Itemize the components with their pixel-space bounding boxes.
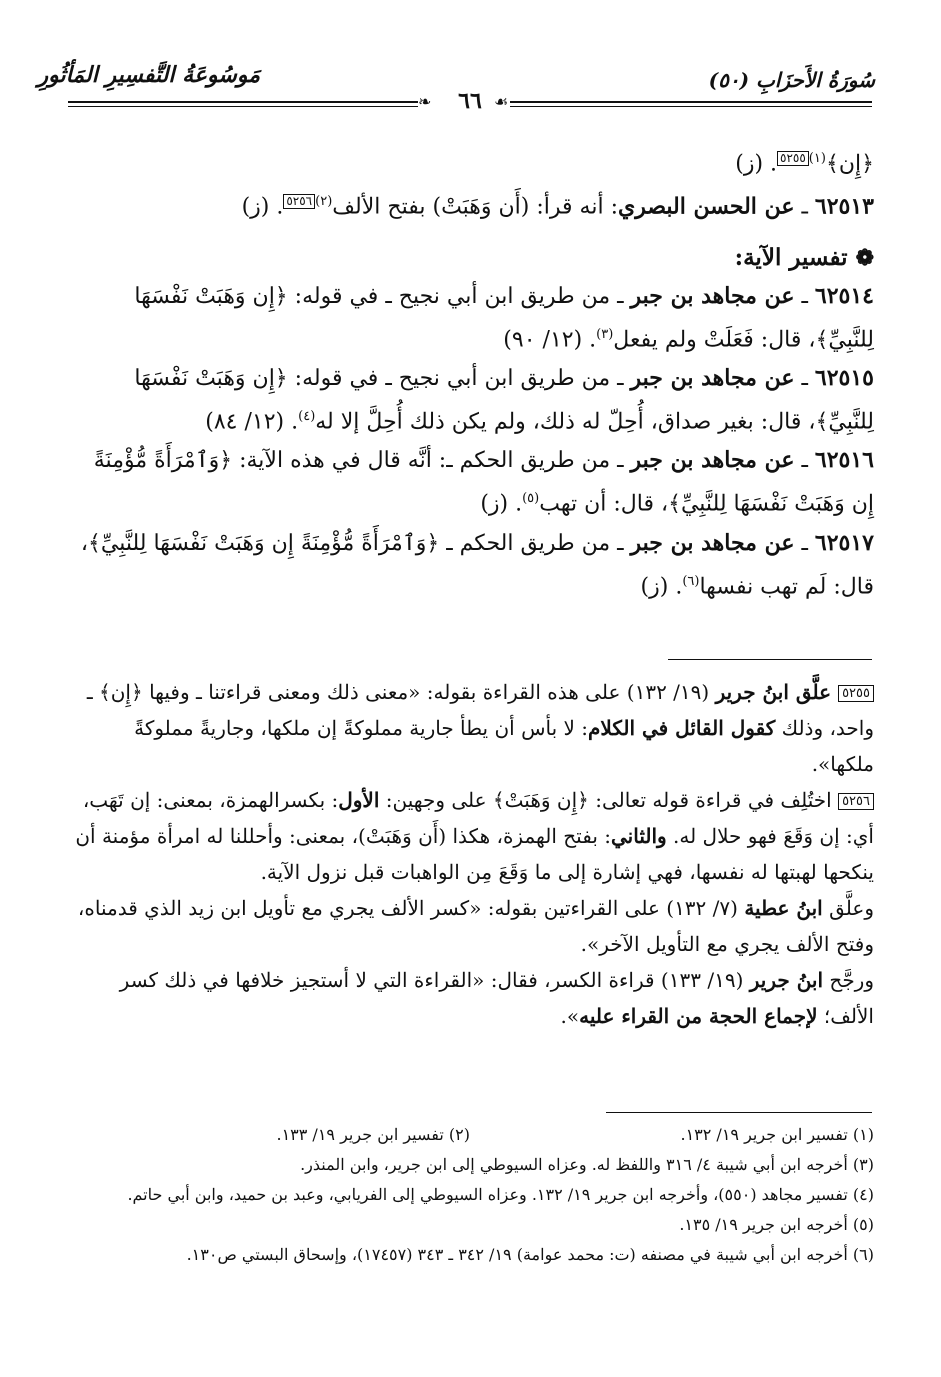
footnote-row <box>66 1120 874 1150</box>
ornament-icon: ❧ <box>418 92 432 111</box>
header-rule <box>510 106 872 107</box>
surah-title: سُورَةُ الأَحزَابِ (٥٠) <box>708 68 875 92</box>
flower-icon: ❁ <box>855 244 874 271</box>
commentary-separator <box>668 659 872 660</box>
commentary-number-box: ٥٢٥٥ <box>838 685 874 702</box>
page-number: ٦٦ <box>458 88 482 114</box>
header-rule <box>68 101 418 103</box>
commentary-5255: ٥٢٥٥ علَّق ابنُ جرير (١٩/ ١٣٢) على هذه القراءة بقوله: «معنى ذلك ومعنى قراءتنا ـ وفيها ﴿إِن﴾ ـ واحد، وذلك كقول القائل في الكلام: لا بأس أن يطأ جارية مملوكةً إن ملكها، وجاريةً مملوكةً ملكها». <box>86 680 874 776</box>
commentary-number-box: ٥٢٥٦ <box>838 793 874 810</box>
footnote-separator <box>606 1112 872 1113</box>
main-text <box>66 140 874 606</box>
entry-62515: ٦٢٥١٥ ـ عن مجاهد بن جبر ـ من طريق ابن أبي نجيح ـ في قوله: ﴿إِن وَهَبَتْ نَفْسَهَا لِلنَّبِيِّ﴾، قال: بغير صداق، أُحِلّ له ذلك، ولم يكن ذلك أُحِلَّ إلا له$^{(٤)}$. (١٢/ ٨٤) <box>134 364 874 435</box>
entry-62513: ٦٢٥١٣ ـ عن الحسن البصري: أنه قرأ: (أَن وَهَبَتْ) بفتح الألف$^{(٢)}$٥٢٥٦. (ز) <box>241 193 874 220</box>
section-heading: ❁ تفسير الآية: <box>734 243 874 271</box>
footnote-4: (٤) تفسير مجاهد (٥٥٠)، وأخرجه ابن جرير ١٩/ ١٣٢. وعزاه السيوطي إلى الفريابي، وعبد بن حميد، وابن أبي حاتم. <box>127 1185 874 1204</box>
footnote-1: (١) تفسير ابن جرير ١٩/ ١٣٢. <box>680 1125 874 1144</box>
header-rule <box>68 106 418 107</box>
commentary-ref-box: ٥٢٥٥ <box>777 151 809 166</box>
commentary-5256: ٥٢٥٦ اختُلِف في قراءة قوله تعالى: ﴿إِن وَهَبَتْ﴾ على وجهين: الأول: بكسرالهمزة، بمعنى: إن تَهَب، أي: إن وَقَعَ فهو حلال له. والثاني: بفتح الهمزة، هكذا (أَن وَهَبَتْ)، بمعنى: وأحللنا له امرأة مؤمنة أن ينكحها لهبتها له نفسها، فهي إشارة إلى ما وَقَعَ مِن الواهبات قبل نزول الآية. <box>75 788 874 884</box>
entry-62517: ٦٢٥١٧ ـ عن مجاهد بن جبر ـ من طريق الحكم ـ ﴿وَٱمْرَأَةً مُّؤْمِنَةً إِن وَهَبَتْ نَفْسَهَا لِلنَّبِيِّ﴾، قال: لَم تهب نفسها$^{(٦)}$. (ز) <box>80 529 874 599</box>
commentary-ibn-attiyah: وعلَّق ابنُ عطية (٧/ ١٣٢) على القراءتين بقوله: «كسر الألف يجري مع تأويل ابن زيد الذي قدمناه، وفتح الألف يجري مع التأويل الآخر». <box>77 896 874 956</box>
commentary-ref-box: ٥٢٥٦ <box>283 194 315 209</box>
book-title: مَوسُوعَةُ التَّفسِيرِ المَأثُورِ <box>37 62 260 88</box>
commentary-ibn-jarir: ورجَّح ابنُ جرير (١٩/ ١٣٣) قراءة الكسر، فقال: «القراءة التي لا أستجيز خلافها في ذلك كسر الألف؛ لإجماع الحجة من القراء عليه». <box>119 968 874 1028</box>
footnote-2: (٢) تفسير ابن جرير ١٩/ ١٣٣. <box>276 1125 470 1144</box>
commentary-section <box>66 674 874 1034</box>
header-rule <box>510 101 872 103</box>
footnote-3: (٣) أخرجه ابن أبي شيبة ٤/ ٣١٦ واللفظ له. وعزاه السيوطي إلى ابن جرير، وابن المنذر. <box>300 1155 874 1174</box>
footnote-5: (٥) أخرجه ابن جرير ١٩/ ١٣٥. <box>679 1215 874 1234</box>
footnote-6: (٦) أخرجه ابن أبي شيبة في مصنفه (ت: محمد عوامة) ١٩/ ٣٤٢ ـ ٣٤٣ (١٧٤٥٧)، وإسحاق البستي ص١٣٠. <box>186 1245 874 1264</box>
entry-62514: ٦٢٥١٤ ـ عن مجاهد بن جبر ـ من طريق ابن أبي نجيح ـ في قوله: ﴿إِن وَهَبَتْ نَفْسَهَا لِلنَّبِيِّ﴾، قال: فَعَلَتْ ولم يفعل$^{(٣)}$. (١٢/ ٩٠) <box>134 282 874 352</box>
continuation-line: ﴿إِن﴾$^{(١)}$٥٢٥٥. (ز) <box>735 151 874 177</box>
footnotes <box>66 1120 874 1270</box>
entry-62516: ٦٢٥١٦ ـ عن مجاهد بن جبر ـ من طريق الحكم ـ: أنَّه قال في هذه الآية: ﴿وَٱمْرَأَةً مُّؤْمِنَةً إِن وَهَبَتْ نَفْسَهَا لِلنَّبِيِّ﴾، قال: أن تهب$^{(٥)}$. (ز) <box>93 447 874 517</box>
ornament-icon: ☙ <box>494 92 509 111</box>
